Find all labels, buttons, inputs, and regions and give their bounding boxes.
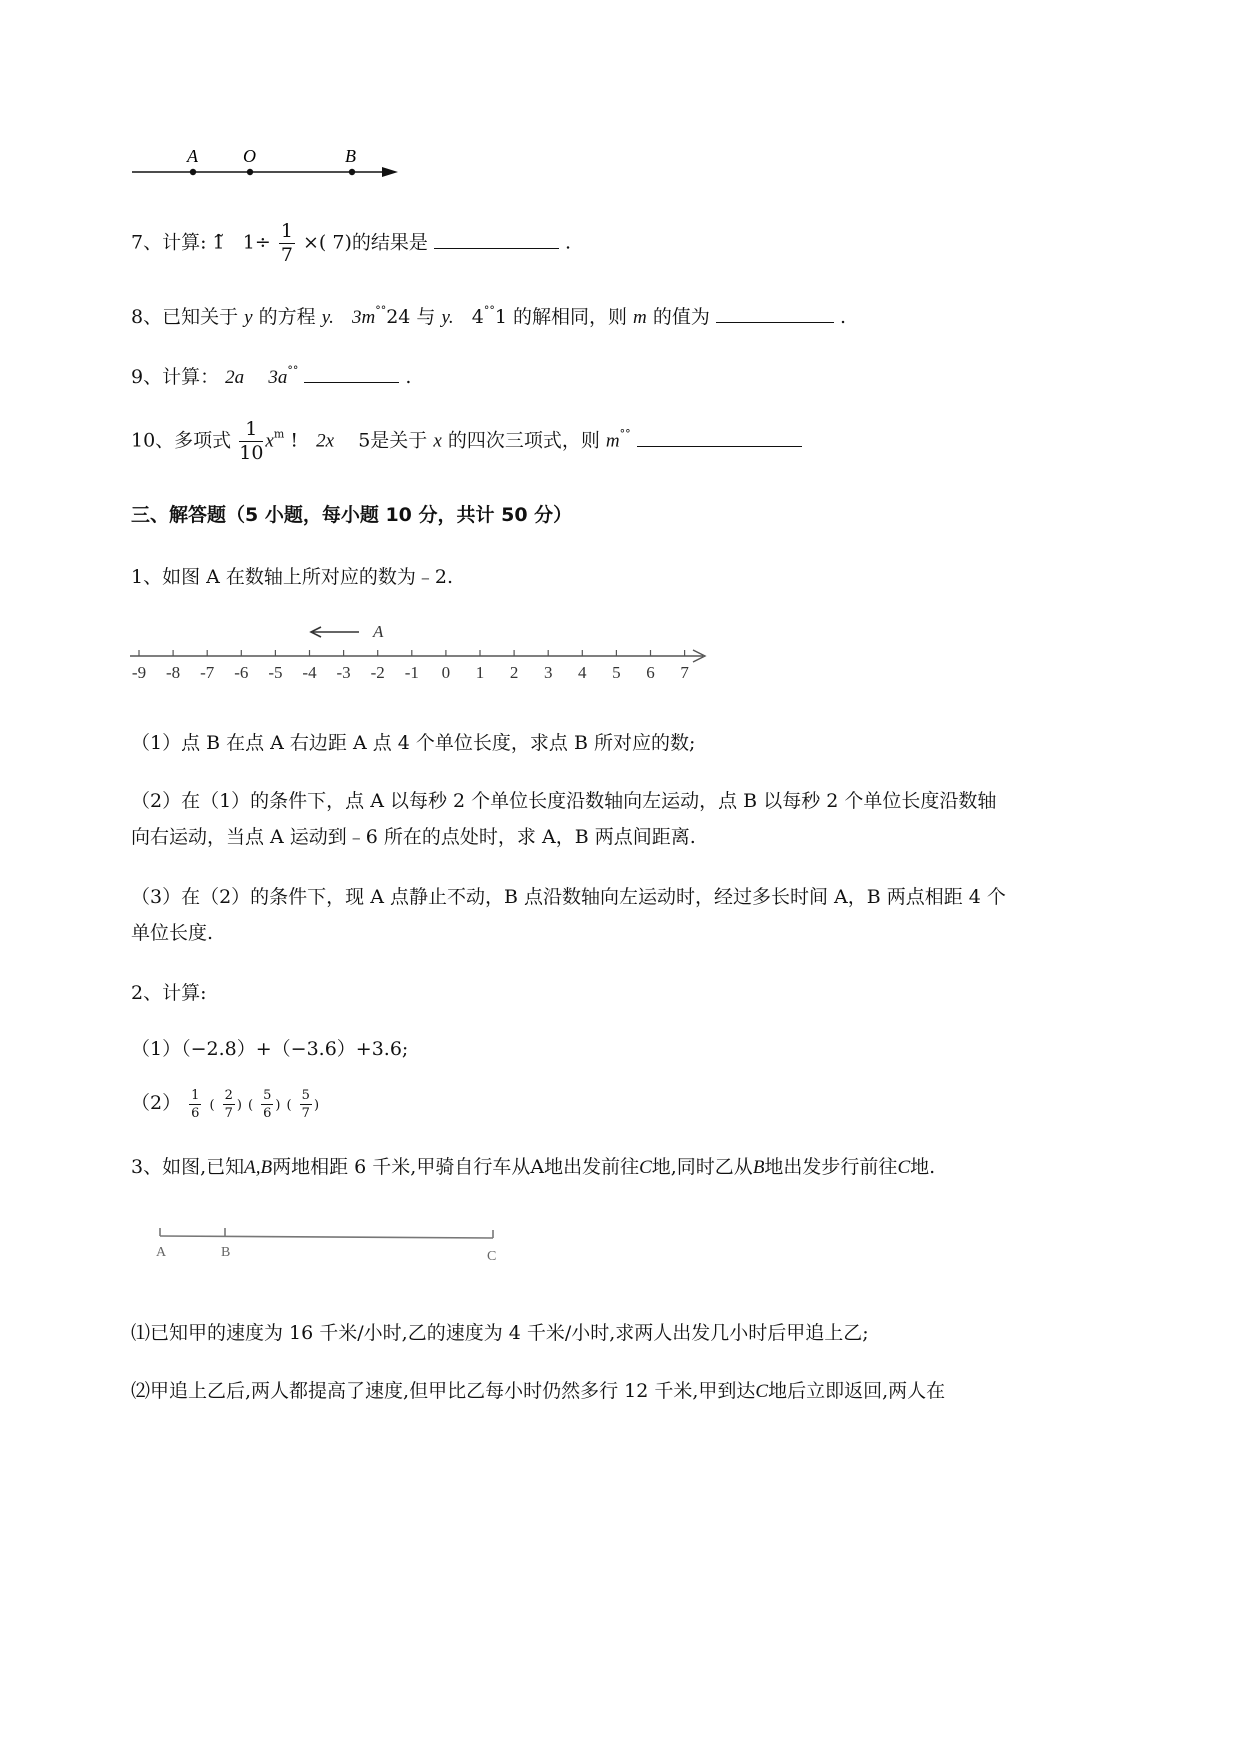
q8-answer-blank[interactable] — [716, 304, 834, 323]
q7-answer-blank[interactable] — [434, 230, 559, 249]
label-b: B — [345, 146, 356, 166]
problem-3-text: 3、如图,已知A,B两地相距 6 千米,甲骑自行车从A地出发前往C地,同时乙从B地出发步行前往C地. — [131, 1156, 936, 1178]
problem-3-sub2: ⑵甲追上乙后,两人都提高了速度,但甲比乙每小时仍然多行 12 千米,甲到达C地后立即返回,两人在 — [131, 1380, 946, 1402]
distance-figure-p3 — [150, 1216, 510, 1266]
problem-1-sub2-line1: （2）在（1）的条件下，点 A 以每秒 2 个单位长度沿数轴向左运动，点 B 以每秒 2 个单位长度沿数轴 — [131, 790, 997, 812]
q9-answer-blank[interactable] — [304, 364, 399, 383]
axis-tick-label: -2 — [370, 663, 385, 682]
problem-2-sub2: （2） $\frac{1}{6}$ ( $\frac{2}{7}$ ) ( $\frac{5}{6}$ ) ( $\frac{5}{7}$ ) — [131, 1087, 320, 1121]
axis-tick-label: 0 — [441, 663, 451, 682]
axis-tick-label: 1 — [475, 663, 485, 682]
q7-glyph: 1̃ — [212, 231, 225, 254]
axis-tick-label: -4 — [302, 663, 317, 682]
q7-fraction: $\frac{1}{7}$ — [280, 220, 293, 266]
fig-label-a: A — [156, 1245, 167, 1260]
axis-ticks — [132, 650, 689, 682]
q7-expr-b: ×( — [302, 231, 327, 254]
axis-tick-label: -8 — [166, 663, 181, 682]
number-line-figure-top — [130, 140, 410, 190]
problem-1-sub1: （1）点 B 在点 A 右边距 A 点 4 个单位长度，求点 B 所对应的数; — [131, 732, 696, 754]
axis-tick-label: 4 — [578, 663, 587, 682]
fig-label-c: C — [487, 1249, 497, 1264]
axis-arrow — [382, 167, 398, 177]
q7-tail: 7)的结果是 — [332, 231, 428, 254]
point-o — [247, 169, 253, 175]
number-line-figure-p1 — [125, 616, 720, 686]
axis-tick-label: -9 — [131, 663, 147, 682]
axis-tick-label: 7 — [680, 663, 689, 682]
question-9: 9、计算： 2a 3a°° . — [131, 364, 412, 388]
question-7: 7、计算: 1̃ 1÷ $\frac{1}{7}$ ×( 7)的结果是 . — [131, 220, 572, 266]
question-10: 10、多项式 $\frac{1}{10}$ $x^m$ ! 2x 5是关于 x 的四次三项式，则 m°° — [131, 420, 802, 463]
axis-tick-label: -3 — [336, 663, 351, 682]
point-b — [349, 169, 355, 175]
segment-ac — [160, 1236, 493, 1238]
q10-answer-blank[interactable] — [637, 428, 802, 447]
axis-tick-label: 5 — [612, 663, 621, 682]
fig-label-b: B — [221, 1245, 231, 1260]
axis-tick-label: -6 — [234, 663, 249, 682]
q7-label: 7、计算: — [131, 231, 207, 254]
point-a — [190, 169, 196, 175]
axis-tick-label: -1 — [404, 663, 419, 682]
axis-tick-label: 6 — [646, 663, 655, 682]
problem-2-text: 2、计算: — [131, 982, 207, 1004]
question-8: 8、已知关于 y 的方程 y. 3m°°24 与 y. 4°°1 的解相同，则 m 的值为 . — [131, 304, 846, 328]
label-o: O — [243, 146, 256, 166]
axis-tick-label: 2 — [509, 663, 519, 682]
problem-2-sub1: （1）（−2.8）+（−3.6）+3.6; — [131, 1038, 409, 1060]
problem-1-sub2-line2: 向右运动，当点 A 运动到﹣6 所在的点处时，求 A，B 两点间距离. — [131, 826, 696, 848]
problem-1-text: 1、如图 A 在数轴上所对应的数为﹣2. — [131, 566, 454, 588]
problem-3-sub1: ⑴已知甲的速度为 16 千米/小时,乙的速度为 4 千米/小时,求两人出发几小时后甲追上乙; — [131, 1322, 869, 1344]
problem-1-sub3-line1: （3）在（2）的条件下，现 A 点静止不动，B 点沿数轴向左运动时，经过多长时间 A，B 两点相距 4 个 — [131, 886, 1006, 908]
axis-tick-label: -5 — [268, 663, 283, 682]
axis-tick-label: -7 — [200, 663, 215, 682]
axis-point-a-label: A — [373, 622, 384, 641]
problem-1-sub3-line2: 单位长度. — [131, 922, 214, 944]
axis-tick-label: 3 — [543, 663, 553, 682]
q7-expr-a: 1÷ — [242, 231, 271, 254]
section-3-title: 三、解答题（5 小题，每小题 10 分，共计 50 分） — [131, 504, 573, 526]
label-a: A — [187, 146, 198, 166]
q10-fraction: $\frac{1}{10}$ — [239, 418, 264, 464]
